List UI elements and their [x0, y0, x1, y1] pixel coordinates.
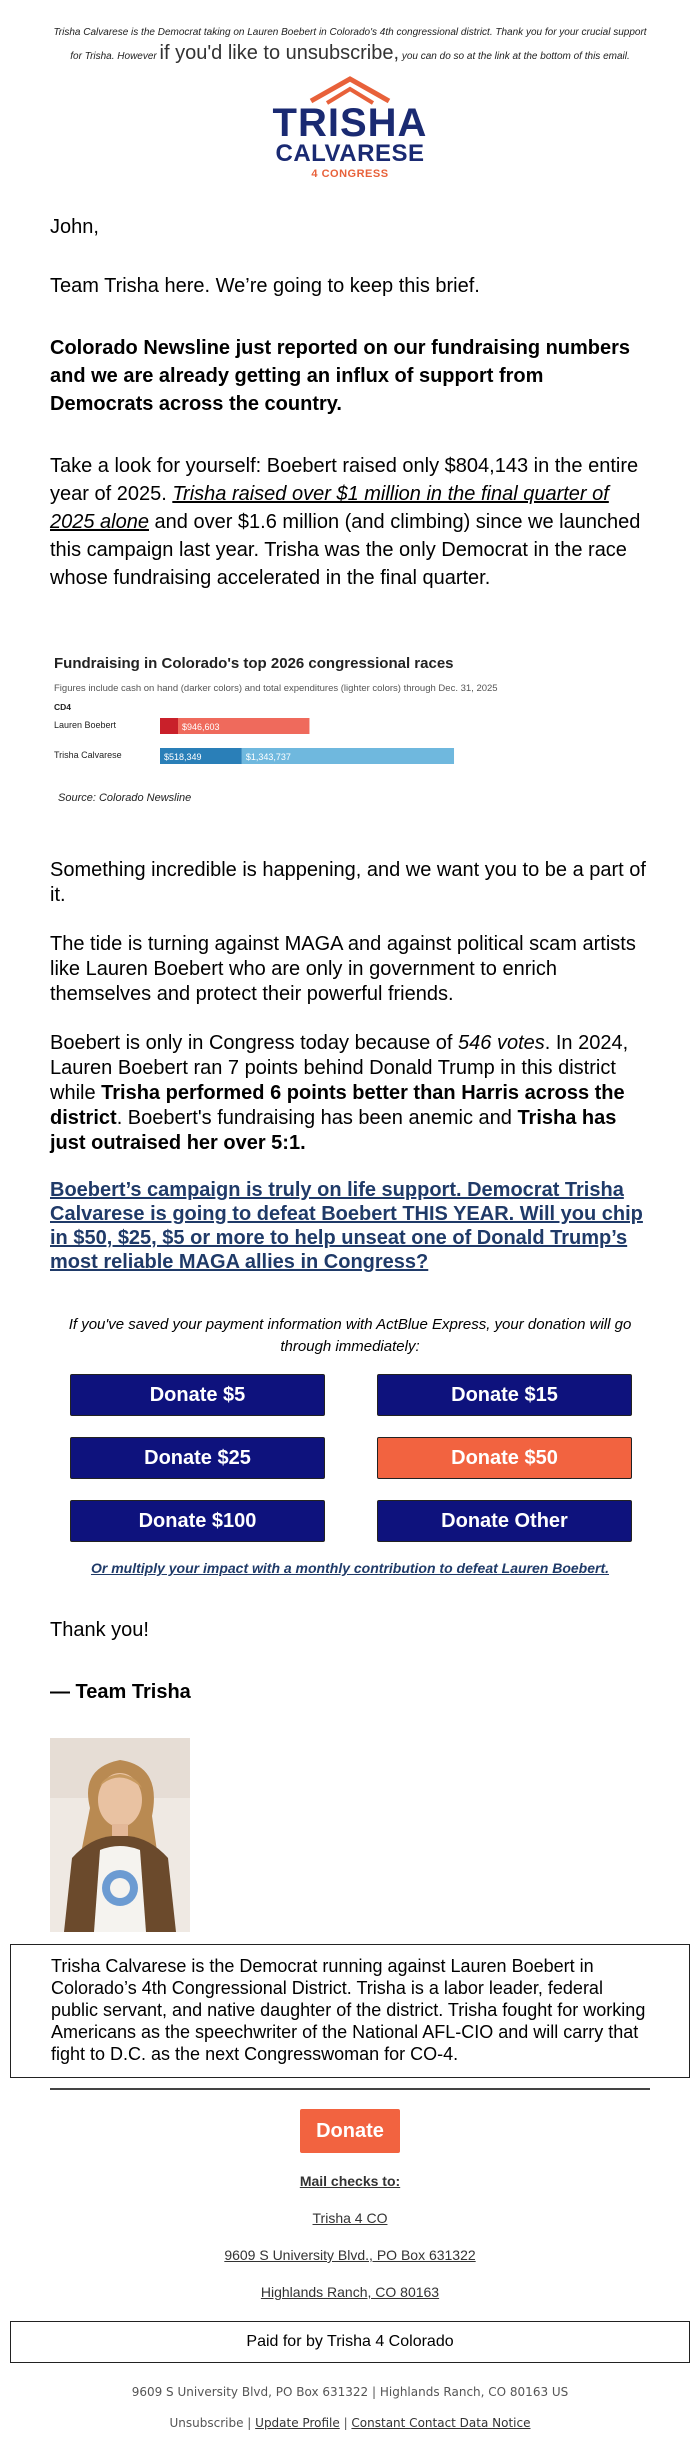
votes-c: . In 2024, Lauren Boebert ran 7 points behind Donald Trump in this district while: [50, 1032, 629, 1104]
donate-100-button[interactable]: Donate $100: [70, 1500, 325, 1542]
constant-contact-link[interactable]: Constant Contact Data Notice: [351, 2416, 531, 2430]
something-paragraph: Something incredible is happening, and we want you to be a part of it.: [50, 859, 646, 906]
campaign-logo: [0, 73, 700, 183]
chart-bar-boebert-cash: [160, 718, 178, 734]
monthly-link[interactable]: Or multiply your impact with a monthly contribution to defeat Lauren Boebert.: [90, 1560, 610, 1576]
fundraising-paragraph: [50, 452, 650, 592]
donate-15-button[interactable]: Donate $15: [377, 1374, 632, 1416]
signoff: — Team Trisha: [50, 1681, 191, 1703]
mail-heading: Mail checks to:: [299, 2173, 401, 2189]
actblue-note: If you've saved your payment information with ActBlue Express, your donation will go through immediately:: [68, 1316, 632, 1355]
mail-name: Trisha 4 CO: [312, 2210, 388, 2226]
update-profile-link[interactable]: Update Profile: [255, 2416, 340, 2430]
fundraising-chart: [50, 648, 650, 818]
votes-b: 546 votes: [458, 1032, 545, 1054]
votes-f: Trisha has just outraised her over 5:1.: [50, 1107, 617, 1154]
look-pre: Take a look for yourself: Boebert raised only $804,143 in the entire year of 2025.: [50, 455, 639, 505]
chart-category-calvarese: Trisha Calvarese: [54, 750, 122, 760]
chart-label-1-1: $1,343,737: [245, 752, 291, 762]
chart-label-0-1: $946,603: [182, 722, 220, 732]
logo-last-name: CALVARESE: [275, 140, 425, 167]
paid-for-disclaimer: Paid for by Trisha 4 Colorado: [10, 2321, 690, 2363]
mail-city: Highlands Ranch, CO 80163: [260, 2284, 440, 2300]
message-body: [0, 213, 700, 1274]
divider: [50, 2088, 650, 2090]
cta-paragraph: [50, 1178, 650, 1274]
chart-source: Source: Colorado Newsline: [58, 792, 192, 804]
look-post: and over $1.6 million (and climbing) since we launched this campaign last year. Trisha was the only Democrat in the race whose fundraising accelerated in the final quarter.: [50, 511, 641, 589]
unsubscribe-notice: if you'd like to unsubscribe,: [159, 42, 400, 64]
footer-links: Unsubscribe | Update Profile | Constant Contact Data Notice: [169, 2416, 531, 2430]
bold-paragraph: Colorado Newsline just reported on our fundraising numbers and we are already getting an influx of support from Democrats across the country.: [50, 337, 631, 415]
monthly-contribution: [0, 1560, 700, 1576]
chart-label-1-0: $518,349: [164, 752, 202, 762]
chart-subtitle: Figures include cash on hand (darker colors) and total expenditures (lighter colors) through Dec. 31, 2025: [54, 683, 498, 694]
votes-d: Trisha performed 6 points better than Harris across the district: [50, 1082, 625, 1129]
preheader-text: Trisha Calvarese is the Democrat taking on Lauren Boebert in Colorado's 4th congressional district. Thank you for your crucial support for Trisha. However: [53, 27, 647, 62]
unsubscribe-link[interactable]: Unsubscribe: [169, 2416, 244, 2430]
look-emphasis: Trisha raised over $1 million in the final quarter of 2025 alone: [50, 483, 609, 533]
logo-tagline: 4 CONGRESS: [311, 168, 389, 180]
closing: [0, 1616, 700, 1706]
donate-other-button[interactable]: Donate Other: [377, 1500, 632, 1542]
footer-donate-button[interactable]: Donate: [300, 2109, 400, 2153]
fundraising-chart-svg: [50, 648, 650, 818]
cta-link[interactable]: Boebert’s campaign is truly on life support. Democrat Trisha Calvarese is going to defeat Boebert THIS YEAR. Will you chip in $50, $25, $5 or more to help unseat one of Donald Trump’s most reliable MAGA allies in Congress?: [50, 1179, 643, 1273]
tide-paragraph: The tide is turning against MAGA and against political scam artists like Lauren Boebert who are only in government to enrich themselves and protect their powerful friends.: [50, 933, 636, 1005]
chart-category-boebert: Lauren Boebert: [54, 720, 117, 730]
intro-paragraph: Team Trisha here. We’re going to keep this brief.: [50, 275, 480, 297]
chart-group-label: CD4: [54, 702, 72, 712]
mail-street: 9609 S University Blvd., PO Box 631322: [224, 2247, 476, 2263]
candidate-portrait-image: [50, 1738, 190, 1932]
chart-title: Fundraising in Colorado's top 2026 congressional races: [54, 655, 454, 672]
mail-checks: [0, 2173, 700, 2300]
votes-a: Boebert is only in Congress today because of: [50, 1032, 459, 1054]
donate-50-button[interactable]: Donate $50: [377, 1437, 632, 1479]
votes-paragraph: [50, 1031, 650, 1156]
donate-5-button[interactable]: Donate $5: [70, 1374, 325, 1416]
candidate-photo: [50, 1738, 190, 1932]
salutation: John,: [50, 216, 99, 238]
donate-25-button[interactable]: Donate $25: [70, 1437, 325, 1479]
donate-buttons: [70, 1374, 632, 1542]
logo-first-name: TRISHA: [272, 101, 428, 145]
candidate-bio: Trisha Calvarese is the Democrat running against Lauren Boebert in Colorado’s 4th Congressional District. Trisha is a labor leader, federal public servant, and native daughter of the district. Trisha fought for working Americans as the speechwriter of the National AFL-CIO and will carry that fight to D.C. as the next Congresswoman for CO-4.: [10, 1944, 690, 2078]
thanks: Thank you!: [50, 1619, 149, 1641]
preheader: [0, 0, 700, 67]
votes-e: . Boebert's fundraising has been anemic and: [116, 1107, 518, 1129]
preheader-text-2: you can do so at the link at the bottom of this email.: [401, 51, 630, 62]
footer-address: 9609 S University Blvd, PO Box 631322 | Highlands Ranch, CO 80163 US: [131, 2385, 569, 2399]
